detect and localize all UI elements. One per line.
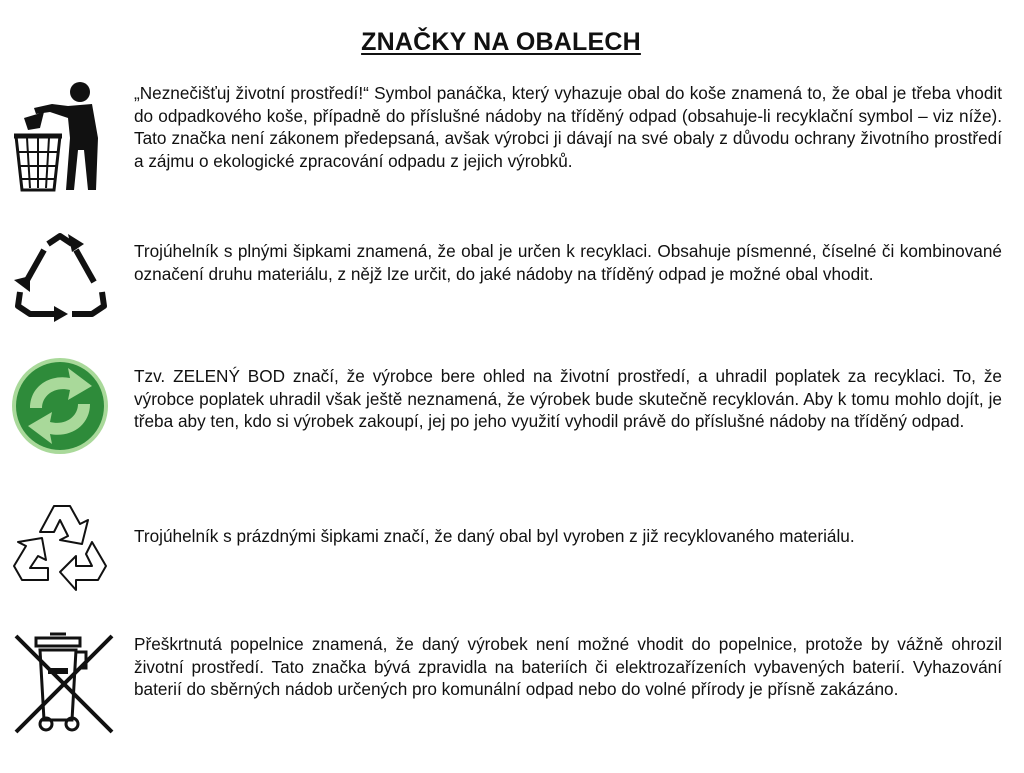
- recycling-triangle-outline-icon: [10, 498, 122, 596]
- page-title: ZNAČKY NA OBALECH: [361, 28, 641, 56]
- item-description: Trojúhelník s prázdnými šipkami značí, že daný obal byl vyroben z již recyklovaného materiálu.: [134, 526, 855, 546]
- item-description: Trojúhelník s plnými šipkami znamená, že obal je určen k recyklaci. Obsahuje písmenné, číselné či kombinované označení druhu materiálu, z nějž lze určit, do jaké nádoby na tříděný odpad je možné obal vhodit.: [134, 241, 1002, 284]
- item-description: Přeškrtnutá popelnice znamená, že daný výrobek není možné vhodit do popelnice, protože by vážně ohrozil životní prostředí. Tato značka bývá zpravidla na bateriích či elektrozařízeních vybavených baterií. Vyhazování baterií do sběrných nádob určených pro komunální odpad nebo do volné přírody je přísně zakázáno.: [134, 634, 1002, 700]
- item-description: Tzv. ZELENÝ BOD značí, že výrobce bere ohled na životní prostředí, a uhradil poplatek za recyklaci. To, že výrobce poplatek uhradil však ještě neznamená, že výrobek bude skutečně recyklován. Aby k tomu mohlo dojít, je třeba aby ten, kdo si výrobek zakoupí, jej po jeho využití vyhodil právě do příslušné nádoby na tříděný odpad.: [134, 366, 1002, 432]
- item-description: „Neznečišťuj životní prostředí!“ Symbol panáčka, který vyhazuje obal do koše znamená to, že obal je třeba vhodit do odpadkového koše, případně do příslušné nádoby na tříděný odpad (obsahuje-li recyklační symbol – viz níže). Tato značka není zákonem předepsaná, avšak výrobci ji dávají na své obaly z důvodu ochrany životního prostředí a zájmu o ekologické zpracování odpadu z jejich výrobků.: [134, 83, 1002, 171]
- crossed-out-bin-icon: [10, 628, 122, 736]
- recycling-triangle-solid-icon: [10, 230, 122, 322]
- green-dot-icon: [10, 356, 122, 456]
- litter-bin-person-icon: [10, 78, 122, 196]
